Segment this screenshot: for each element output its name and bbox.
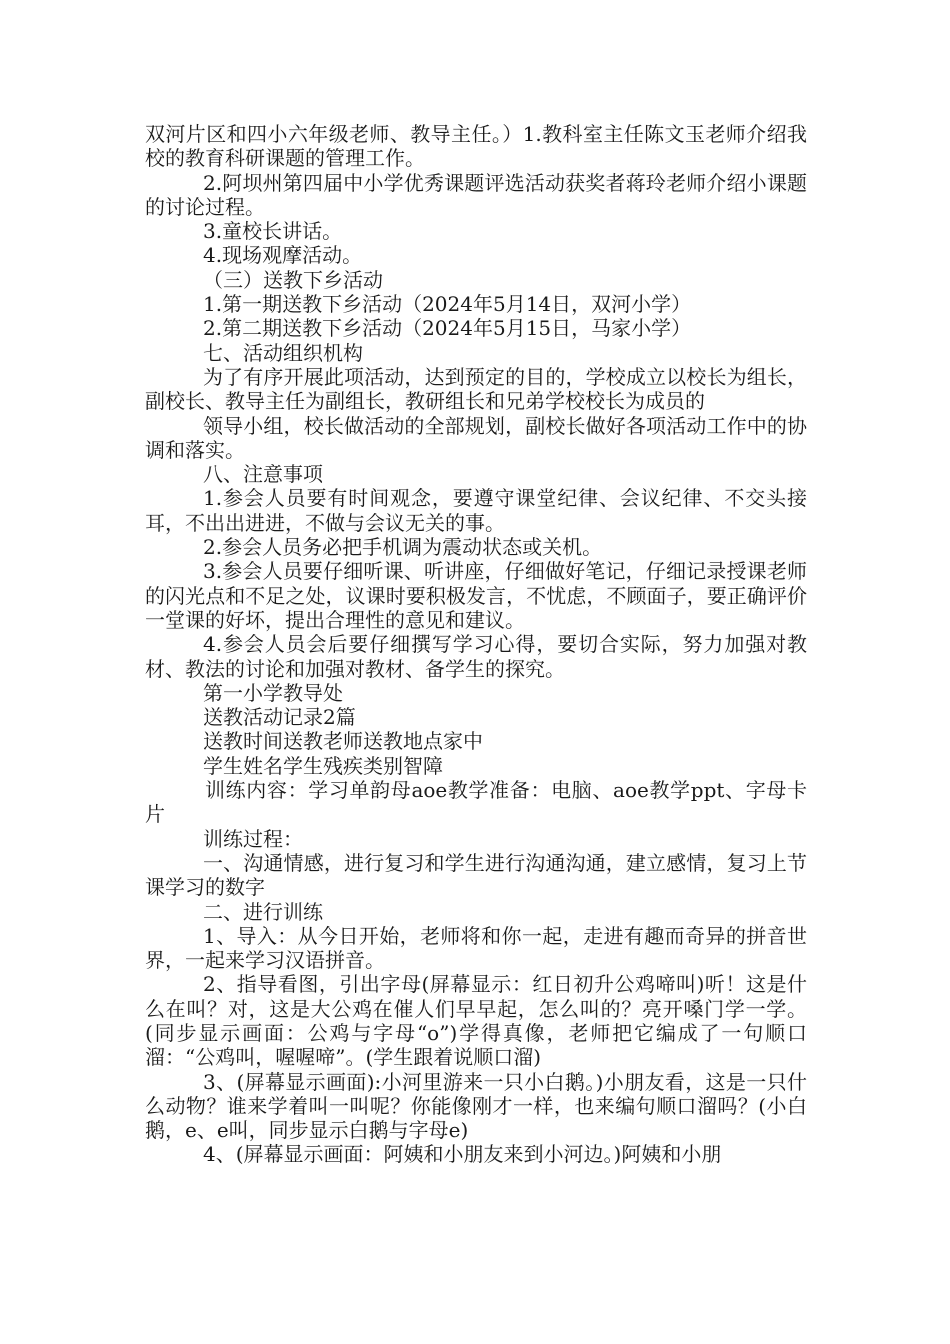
paragraph-15: 4.参会人员会后要仔细撰写学习心得，要切合实际，努力加强对教材、教法的讨论和加强对教材、备学生的探究。: [145, 632, 807, 681]
paragraph-21: 训练过程：: [203, 826, 303, 851]
section-heading-send-teaching: （三）送教下乡活动: [203, 267, 383, 292]
signature-line: 第一小学教导处: [203, 680, 343, 705]
paragraph-20: 训练内容：学习单韵母aoe教学准备：电脑、aoe教学ppt、字母卡片: [145, 778, 807, 827]
paragraph-1: 双河片区和四小六年级老师、教导主任。）1.教科室主任陈文玉老师介绍我校的教育科研课题的管理工作。: [145, 122, 807, 171]
paragraph-7: 2.第二期送教下乡活动（2024年5月15日，马家小学）: [203, 316, 692, 341]
record-title: 送教活动记录2篇: [203, 705, 356, 730]
paragraph-18: 送教时间送教老师送教地点家中: [203, 729, 483, 754]
document-page: [145, 122, 807, 1167]
paragraph-14: 3.参会人员要仔细听课、听讲座，仔细做好笔记，仔细记录授课老师的闪光点和不足之处，议课时要积极发言，不忧虑，不顾面子，要正确评价一堂课的好坏，提出合理性的意见和建议。: [145, 559, 807, 632]
section-heading-organization: 七、活动组织机构: [203, 340, 363, 365]
section-heading-notes: 八、注意事项: [203, 462, 323, 487]
paragraph-9: 为了有序开展此项活动，达到预定的目的，学校成立以校长为组长，副校长、教导主任为副组长，教研组长和兄弟学校校长为成员的: [145, 364, 807, 414]
paragraph-3: 3.童校长讲话。: [203, 219, 343, 244]
paragraph-4: 4.现场观摩活动。: [203, 243, 363, 268]
paragraph-13: 2.参会人员务必把手机调为震动状态或关机。: [203, 535, 603, 560]
paragraph-2: 2.阿坝州第四届中小学优秀课题评选活动获奖者蒋玲老师介绍小课题的讨论过程。: [145, 170, 807, 219]
paragraph-12: 1.参会人员要有时间观念，要遵守课堂纪律、会议纪律、不交头接耳，不出出进进，不做与会议无关的事。: [145, 486, 807, 535]
paragraph-25: 2、指导看图，引出字母(屏幕显示：红日初升公鸡啼叫)听！这是什么在叫？对，这是大公鸡在催人们早早起，怎么叫的？亮开嗓门学一学。(同步显示画面：公鸡与字母“o”)学得真像，老师把它编成了一句顺口溜：“公鸡叫，喔喔啼”。(学生跟着说顺口溜): [145, 972, 807, 1070]
paragraph-26: 3、(屏幕显示画面):小河里游来一只小白鹅。)小朋友看，这是一只什么动物？谁来学着叫一叫呢？你能像刚才一样，也来编句顺口溜吗？(小白鹅，e、e叫，同步显示白鹅与字母e): [145, 1069, 807, 1143]
paragraph-22: 一、沟通情感，进行复习和学生进行沟通沟通，建立感情，复习上节课学习的数字: [145, 850, 807, 900]
paragraph-6: 1.第一期送教下乡活动（2024年5月14日，双河小学）: [203, 292, 692, 317]
paragraph-27: 4、(屏幕显示画面：阿姨和小朋友来到小河边。)阿姨和小朋: [203, 1142, 722, 1167]
paragraph-24: 1、导入：从今日开始，老师将和你一起，走进有趣而奇异的拼音世界，一起来学习汉语拼音。: [145, 923, 807, 973]
paragraph-23: 二、进行训练: [203, 899, 323, 924]
paragraph-10: 领导小组，校长做活动的全部规划，副校长做好各项活动工作中的协调和落实。: [145, 413, 807, 462]
paragraph-19: 学生姓名学生残疾类别智障: [203, 753, 443, 778]
